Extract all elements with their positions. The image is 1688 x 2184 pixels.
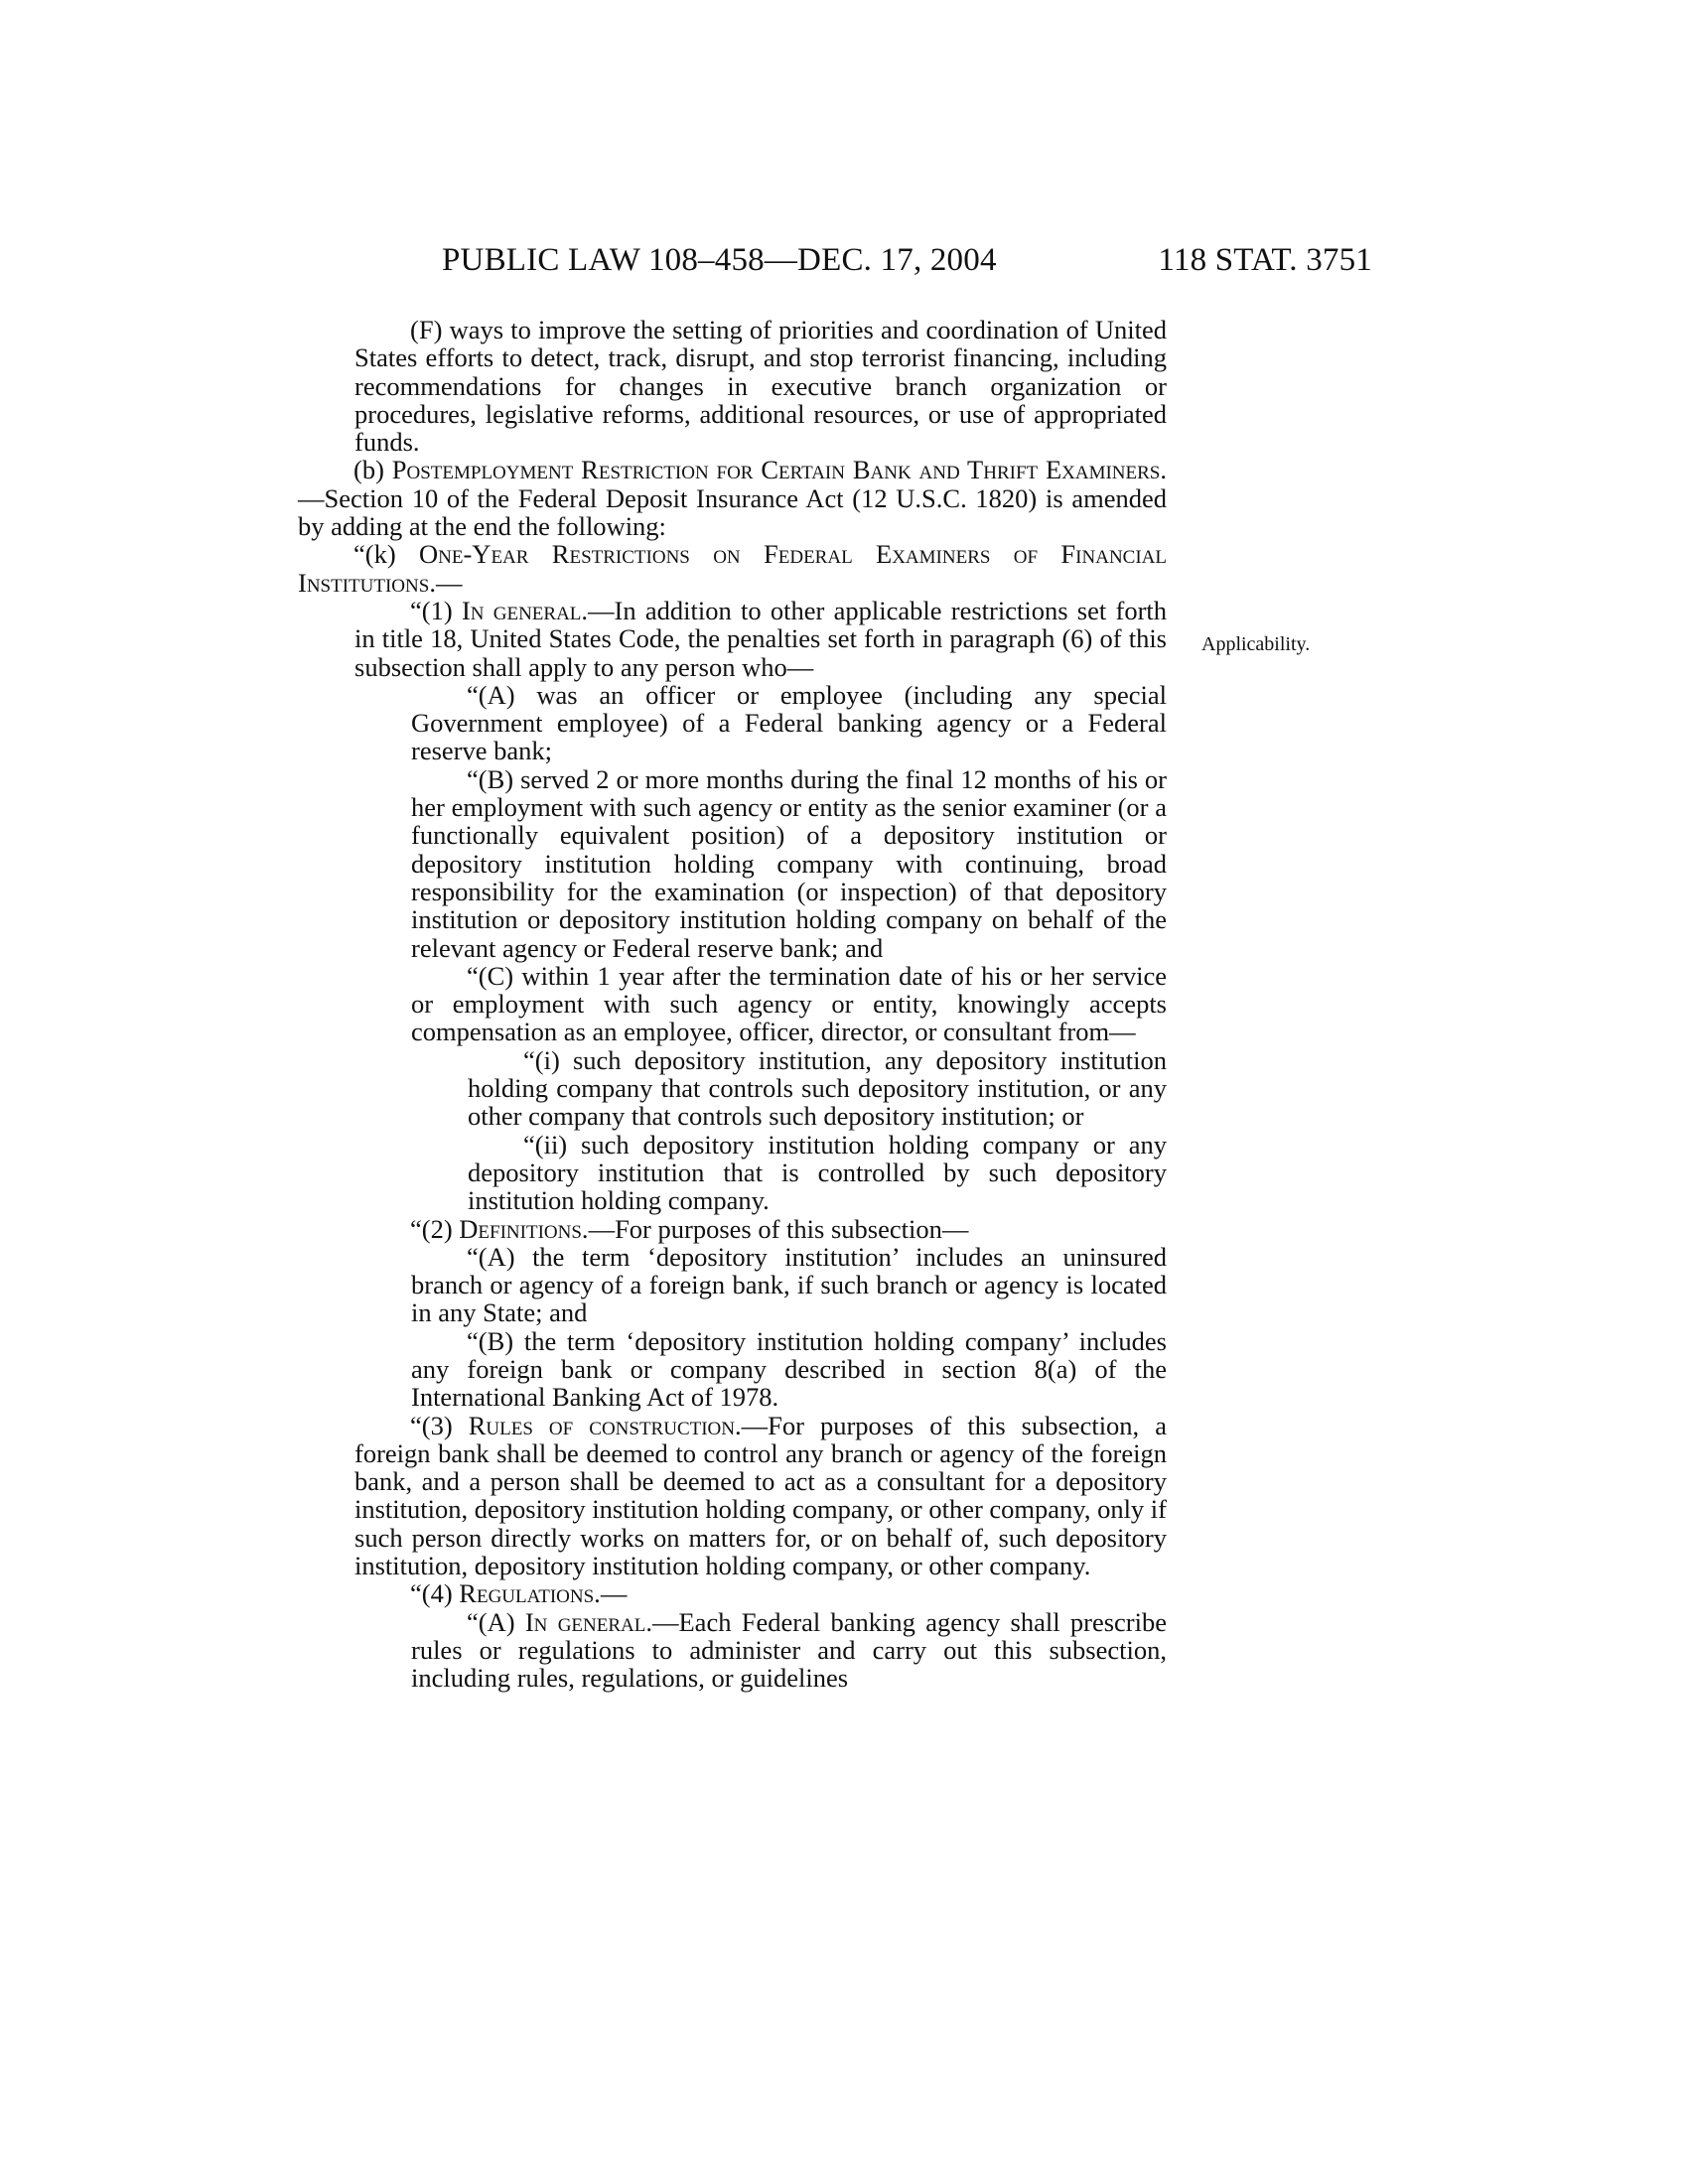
paragraph-k1Ci: “(i) such depository institution, any depository institution holding company that controls such depository institution, or any other company that controls such depository institution; or: [468, 1044, 1167, 1132]
paragraph-k3: “(3) Rules of construction.—For purposes of this subsection, a foreign bank shall be deemed to control any branch or agency of the foreign bank, and a person shall be deemed to act as a consultant for a depository institution, depository institution holding company, or other company, only if such person directly works on matters for, or on behalf of, such depository institution, depository institution holding company, or other company.: [354, 1410, 1167, 1581]
paragraph-k2A: “(A) the term ‘depository institution’ includes an uninsured branch or agency of a foreign bank, if such branch or agency is located in any State; and: [411, 1241, 1167, 1328]
paragraph-k1B: “(B) served 2 or more months during the final 12 months of his or her employment with such agency or entity as the senior examiner (or a functionally equivalent position) of a depository institution or depository institution holding company with continuing, broad responsibility for the examination (or inspection) of that depository institution or depository institution holding company on behalf of the relevant agency or Federal reserve bank; and: [411, 763, 1167, 963]
law-text-body: [298, 316, 1167, 1693]
paragraph-k4A: “(A) In general.—Each Federal banking agency shall prescribe rules or regulations to administer and carry out this subsection, including rules, regulations, or guidelines: [411, 1606, 1167, 1694]
paragraph-k2: “(2) Definitions.—For purposes of this subsection—: [410, 1213, 969, 1244]
statute-citation: 118 STAT. 3751: [1158, 242, 1372, 278]
paragraph-k1Cii: “(ii) such depository institution holding company or any depository institution that is controlled by such depository institution holding company.: [468, 1129, 1167, 1216]
paragraph-k2B: “(B) the term ‘depository institution holding company’ includes any foreign bank or company described in section 8(a) of the International Banking Act of 1978.: [411, 1325, 1167, 1413]
margin-note-applicability: Applicability.: [1201, 633, 1311, 655]
paragraph-k1A: “(A) was an officer or employee (including any special Government employee) of a Federal banking agency or a Federal reserve bank;: [411, 679, 1167, 766]
paragraph-k1C: “(C) within 1 year after the termination date of his or her service or employment with such agency or entity, knowingly accepts compensation as an employee, officer, director, or consultant from—: [411, 960, 1167, 1047]
paragraph-k: “(k) One-Year Restrictions on Federal Examiners of Financial Institutions.—: [298, 539, 1167, 598]
page-header: [442, 242, 1372, 292]
paragraph-b: (b) Postemployment Restriction for Certain Bank and Thrift Examiners.—Section 10 of the Federal Deposit Insurance Act (12 U.S.C. 1820) is amended by adding at the end the following:: [298, 455, 1167, 542]
paragraph-k1: “(1) In general.—In addition to other applicable restrictions set forth in title 18, United States Code, the penalties set forth in paragraph (6) of this subsection shall apply to any person who—: [354, 595, 1168, 682]
public-law-title: PUBLIC LAW 108–458—DEC. 17, 2004: [442, 242, 997, 278]
paragraph-F: (F) ways to improve the setting of priorities and coordination of United States efforts to detect, track, disrupt, and stop terrorist financing, including recommendations for changes in executive branch organization or procedures, legislative reforms, additional resources, or use of appropriated funds.: [354, 315, 1167, 458]
paragraph-k4: “(4) Regulations.—: [410, 1578, 628, 1609]
